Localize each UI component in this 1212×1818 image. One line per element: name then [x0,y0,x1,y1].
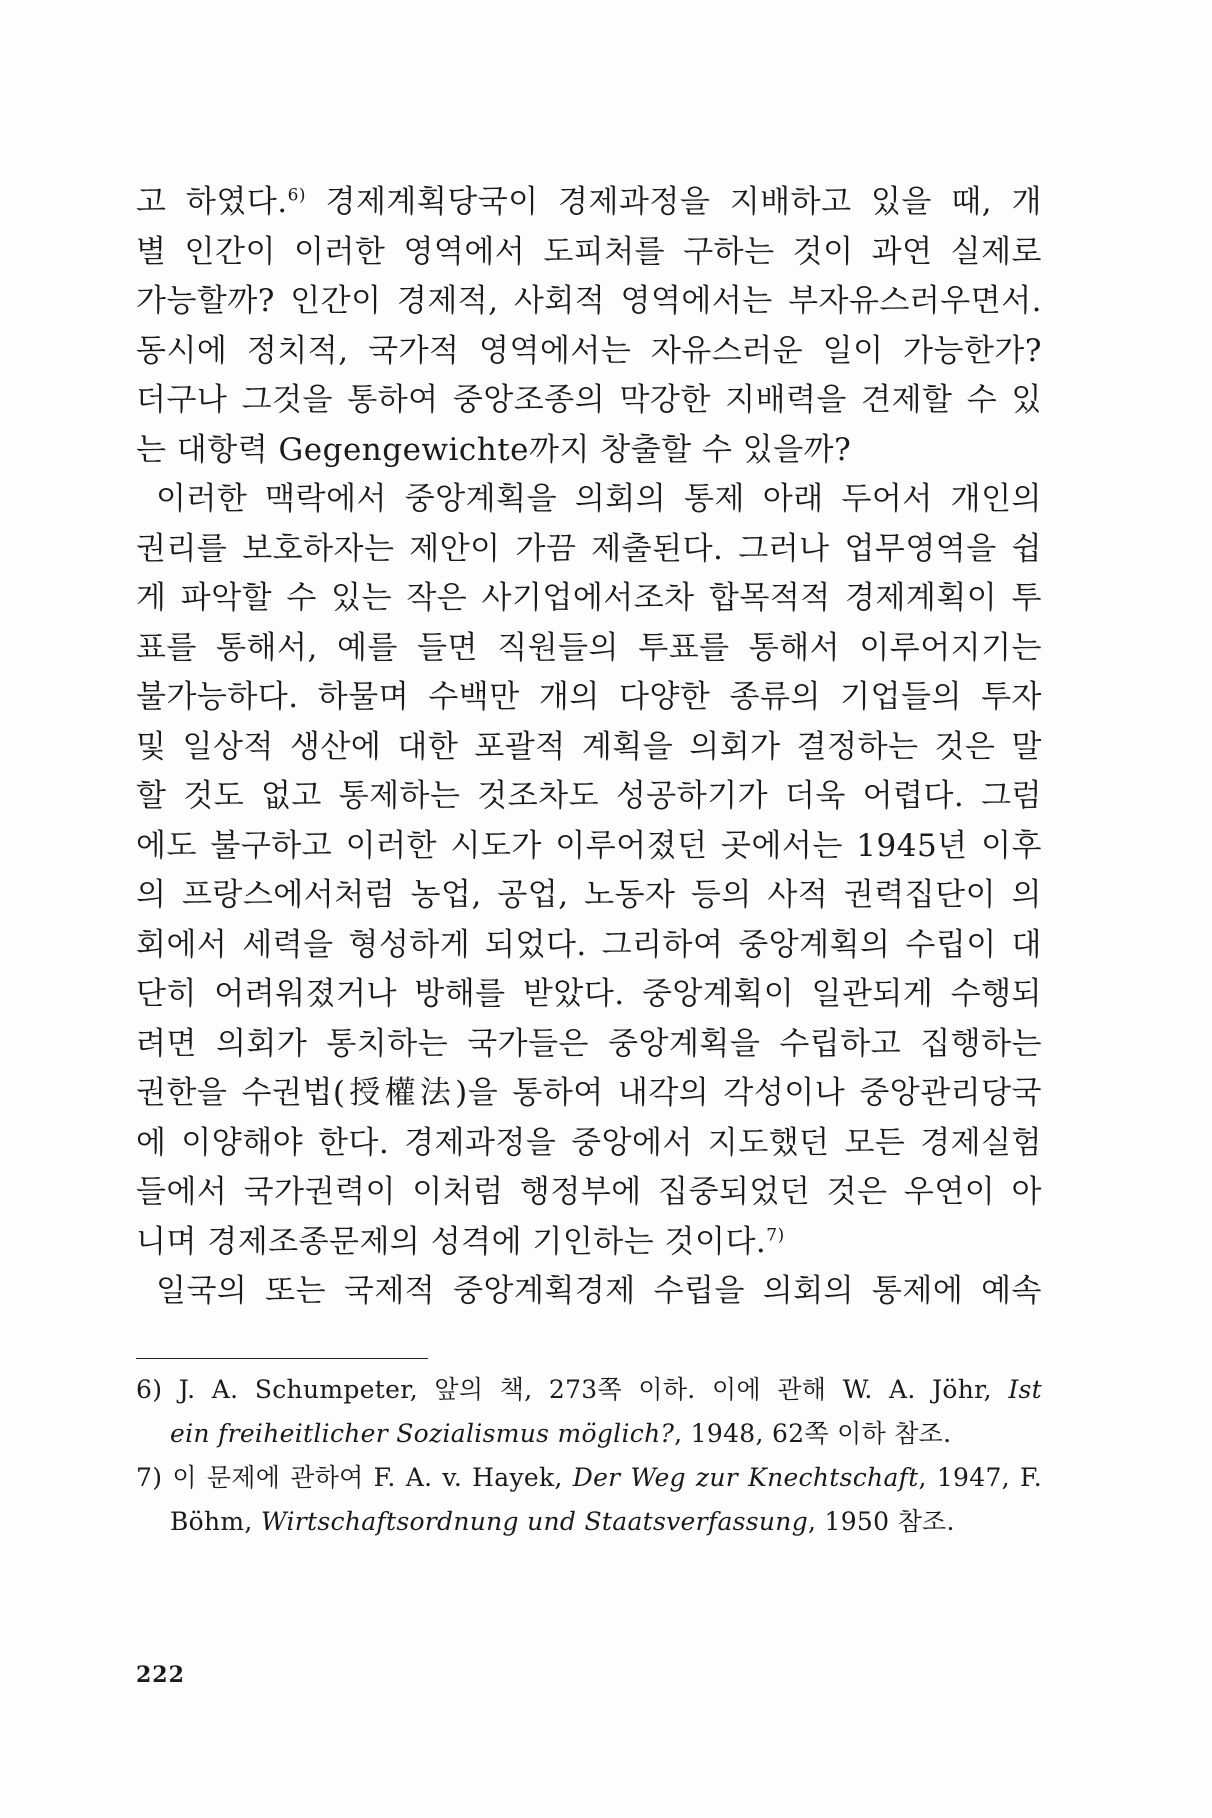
body-line: 는 대항력 Gegengewichte까지 창출할 수 있을까? [136,431,852,468]
body-line: 의 프랑스에서처럼 농업, 공업, 노동자 등의 사적 권력집단이 의 [136,877,1042,913]
body-line: 가능할까? 인간이 경제적, 사회적 영역에서는 부자유스러우면서. [136,283,1042,319]
footnote-title: Der Weg zur Knechtschaft [572,1463,919,1492]
footnote-text: Böhm, [170,1507,261,1536]
footnote-ref-7: 7) [766,1225,785,1246]
body-line: 동시에 정치적, 국가적 영역에서는 자유스러운 일이 가능한가? [136,332,1042,369]
body-line: 이러한 맥락에서 중앙계획을 의회의 통제 아래 두어서 개인의 [156,481,1042,517]
body-line: 들에서 국가권력이 이처럼 행정부에 집중되었던 것은 우연이 아 [136,1174,1042,1210]
footnote-7-line [136,1456,1042,1500]
body-line: 니며 경제조종문제의 성격에 기인하는 것이다.$^{7)}$ [136,1223,785,1260]
body-line: 단히 어려워졌거나 방해를 받았다. 중앙계획이 일관되게 수행되 [136,976,1042,1012]
body-line: 에 이양해야 한다. 경제과정을 중앙에서 지도했던 모든 경제실험 [136,1124,1042,1161]
footnote-6-line [136,1412,1042,1456]
body-line: 별 인간이 이러한 영역에서 도피처를 구하는 것이 과연 실제로 [136,233,1042,270]
body-line: 표를 통해서, 예를 들면 직원들의 투표를 통해서 이루어지기는 [136,629,1042,666]
body-line: 에도 불구하고 이러한 시도가 이루어졌던 곳에서는 1945년 이후 [136,827,1042,864]
footnote-divider [136,1358,428,1359]
body-line: 더구나 그것을 통하여 중앙조종의 막강한 지배력을 견제할 수 있 [136,382,1042,418]
body-line: 려면 의회가 통치하는 국가들은 중앙계획을 수립하고 집행하는 [136,1025,1042,1062]
body-line: 권리를 보호하자는 제안이 가끔 제출된다. 그러나 업무영역을 쉽 [136,530,1042,567]
footnote-text: , 1948, 62쪽 이하 참조. [674,1419,952,1448]
footnote-7-line [136,1500,1042,1544]
body-text [136,178,1042,1317]
footnote-title: Ist [1008,1375,1042,1404]
body-line: 고 하였다.$^{6)}$ 경제계획당국이 경제과정을 지배하고 있을 때, 개 [136,184,1042,220]
body-line: 게 파악할 수 있는 작은 사기업에서조차 합목적적 경제계획이 투 [136,580,1042,616]
body-line: 권한을 수권법(授權法)을 통하여 내각의 각성이나 중앙관리당국 [136,1075,1042,1111]
footnote-ref-6: 6) [287,185,307,206]
body-line: 일국의 또는 국제적 중앙계획경제 수립을 의회의 통제에 예속 [156,1273,1042,1309]
footnote-text: , 1950 참조. [808,1507,955,1536]
footnote-text: 6) J. A. Schumpeter, 앞의 책, 273쪽 이하. 이에 관해 W. A. Jöhr, [136,1375,1009,1404]
footnote-title: Wirtschaftsordnung und Staatsverfassung [260,1507,809,1536]
footnote-6-line [136,1368,1042,1412]
footnote-title: ein freiheitlicher Sozialismus möglich? [170,1419,675,1448]
body-line: 할 것도 없고 통제하는 것조차도 성공하기가 더욱 어렵다. 그럼 [136,778,1042,814]
footnotes [136,1368,1042,1544]
body-line: 불가능하다. 하물며 수백만 개의 다양한 종류의 기업들의 투자 [136,679,1042,715]
page-number: 222 [136,1662,185,1688]
body-line: 회에서 세력을 형성하게 되었다. 그리하여 중앙계획의 수립이 대 [136,926,1042,963]
footnote-text: 7) 이 문제에 관하여 F. A. v. Hayek, [136,1463,573,1492]
footnote-text: , 1947, F. [918,1463,1042,1492]
body-line: 및 일상적 생산에 대한 포괄적 계획을 의회가 결정하는 것은 말 [136,728,1042,765]
